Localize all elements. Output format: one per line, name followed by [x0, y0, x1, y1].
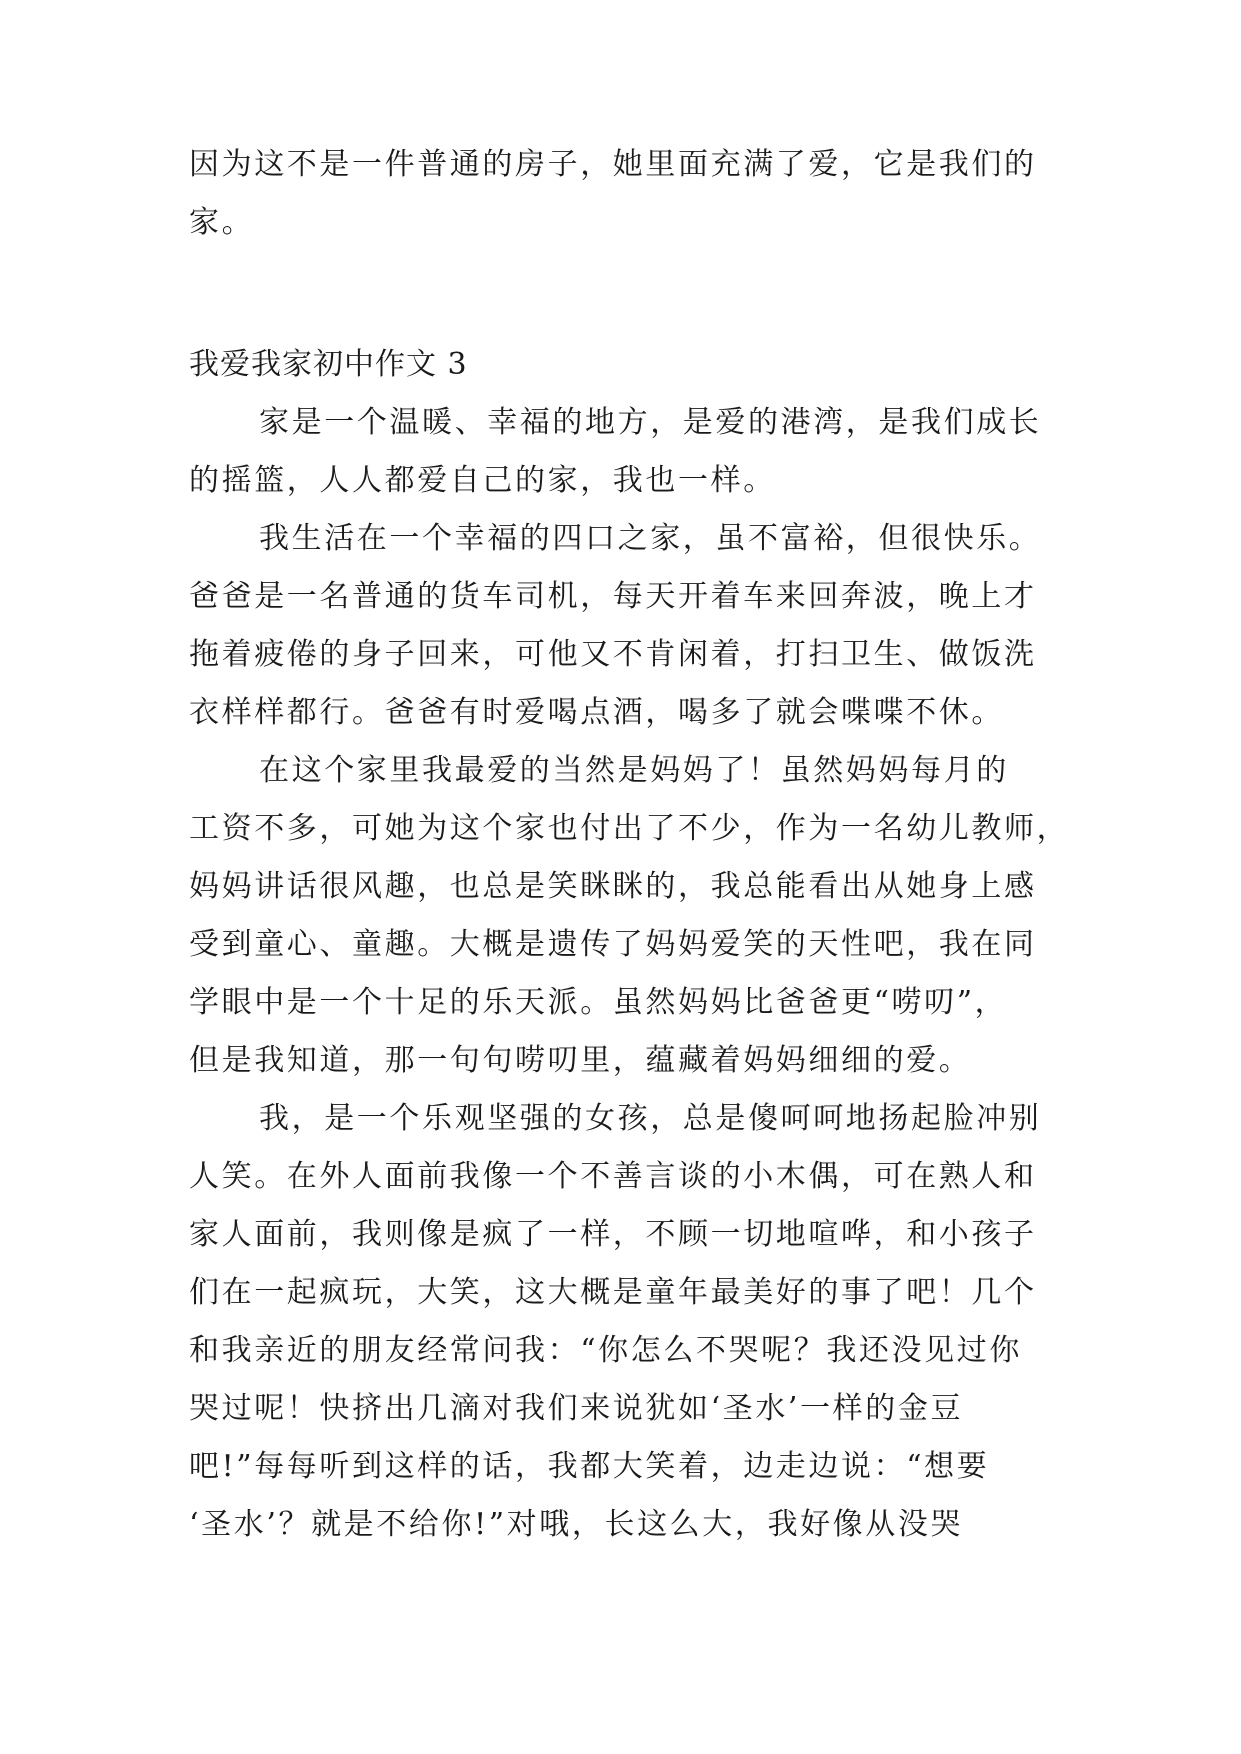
intro-paragraph	[189, 136, 1057, 252]
text-line: 和我亲近的朋友经常问我：“你怎么不哭呢？我还没见过你	[189, 1333, 1022, 1368]
paragraph-first-line: 在这个家里我最爱的当然是妈妈了！虽然妈妈每月的	[259, 753, 1009, 788]
text-line: 但是我知道，那一句句唠叨里，蕴藏着妈妈细细的爱。	[189, 1043, 972, 1078]
text-line: 拖着疲倦的身子回来，可他又不肯闲着，打扫卫生、做饭洗	[189, 637, 1037, 672]
text-line: 人笑。在外人面前我像一个不善言谈的小木偶，可在熟人和	[189, 1159, 1037, 1194]
paragraph-first-line: 我，是一个乐观坚强的女孩，总是傻呵呵地扬起脸冲别	[259, 1101, 1042, 1136]
text-line: 爸爸是一名普通的货车司机，每天开着车来回奔波，晚上才	[189, 579, 1037, 614]
text-line: 衣样样都行。爸爸有时爱喝点酒，喝多了就会喋喋不休。	[189, 695, 1004, 730]
text-line: 的摇篮，人人都爱自己的家，我也一样。	[189, 463, 776, 498]
text-line: 哭过呢！快挤出几滴对我们来说犹如‘圣水’一样的金豆	[189, 1391, 964, 1426]
section-heading: 我爱我家初中作文 3	[189, 347, 468, 382]
text-line: ‘圣水’？就是不给你!”对哦，长这么大，我好像从没哭	[189, 1507, 964, 1542]
text-line: 因为这不是一件普通的房子，她里面充满了爱，它是我们的	[189, 147, 1037, 182]
text-line: 工资不多，可她为这个家也付出了不少，作为一名幼儿教师，	[189, 811, 1070, 846]
text-line: 妈妈讲话很风趣，也总是笑眯眯的，我总能看出从她身上感	[189, 869, 1037, 904]
text-line: 吧!”每每听到这样的话，我都大笑着，边走边说：“想要	[189, 1449, 990, 1484]
paragraph-first-line: 我生活在一个幸福的四口之家，虽不富裕，但很快乐。	[259, 521, 1042, 556]
text-line: 受到童心、童趣。大概是遗传了妈妈爱笑的天性吧，我在同	[189, 927, 1037, 962]
text-line: 家人面前，我则像是疯了一样，不顾一切地喧哗，和小孩子	[189, 1217, 1037, 1252]
paragraph-first-line: 家是一个温暖、幸福的地方，是爱的港湾，是我们成长	[259, 405, 1042, 440]
text-line: 家。	[189, 205, 255, 240]
essay-body	[189, 394, 1070, 1554]
text-line: 学眼中是一个十足的乐天派。虽然妈妈比爸爸更“唠叨”，	[189, 985, 1008, 1020]
text-line: 们在一起疯玩，大笑，这大概是童年最美好的事了吧！几个	[189, 1275, 1037, 1310]
